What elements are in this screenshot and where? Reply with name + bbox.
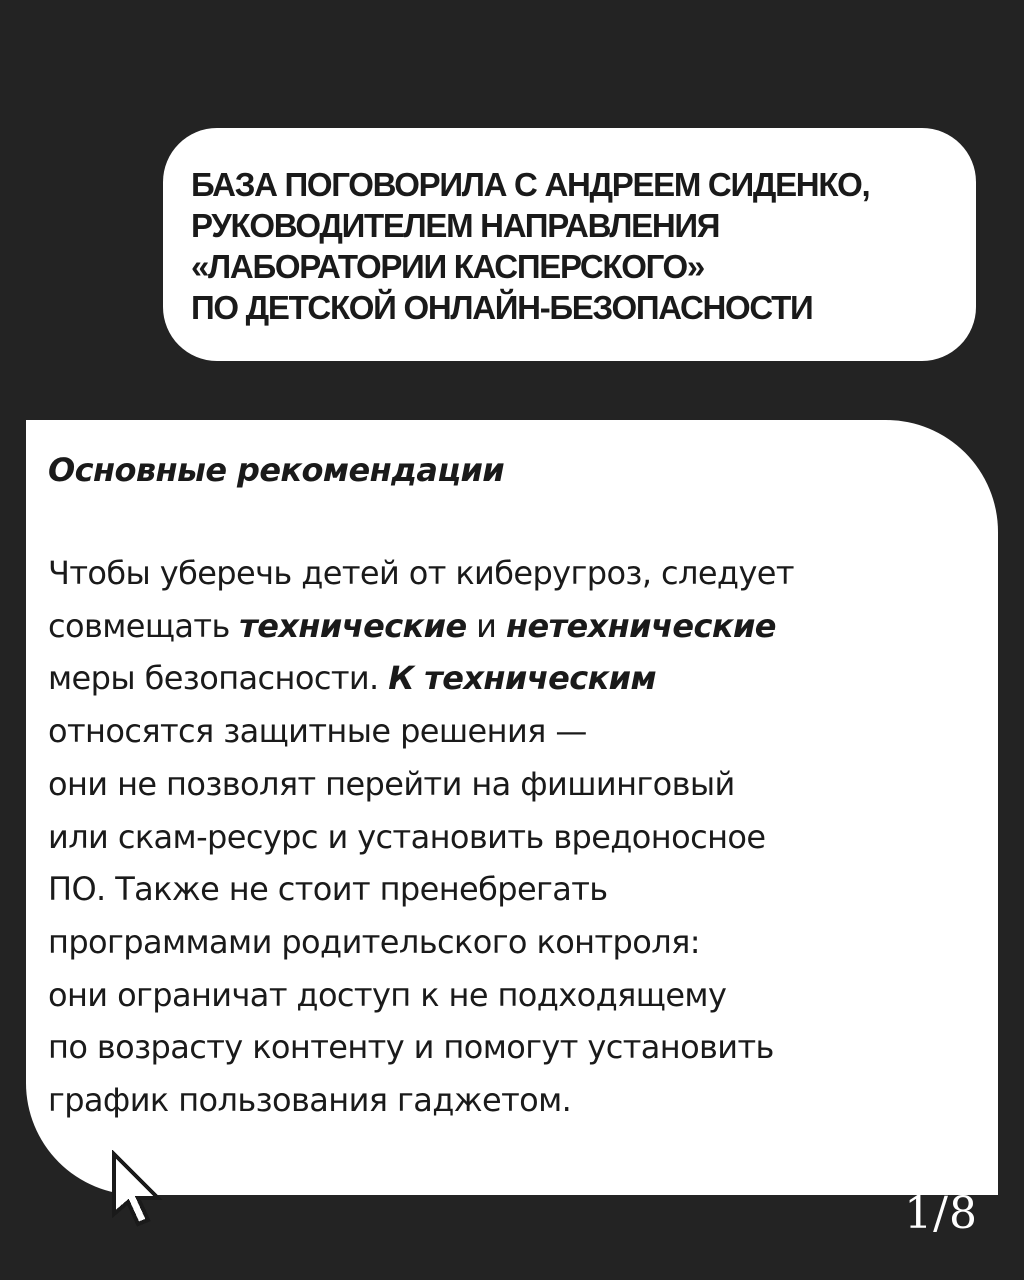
header-bubble — [163, 128, 976, 361]
body-text: ПО. Также не стоит пренебрегать — [48, 870, 608, 909]
header-line: «ЛАБОРАТОРИИ КАСПЕРСКОГО» — [191, 248, 704, 285]
emphasized-text: технические — [239, 606, 467, 645]
body-line — [48, 652, 978, 705]
body-line — [48, 863, 978, 916]
header-line: ПО ДЕТСКОЙ ОНЛАЙН-БЕЗОПАСНОСТИ — [191, 289, 813, 326]
body-line — [48, 1074, 978, 1127]
body-line — [48, 811, 978, 864]
body-text: совмещать — [48, 606, 240, 645]
header-line: БАЗА ПОГОВОРИЛА С АНДРЕЕМ СИДЕНКО, — [191, 166, 870, 203]
body-text: график пользования гаджетом. — [48, 1081, 572, 1120]
body-line — [48, 758, 978, 811]
body-text: они не позволят перейти на фишинговый — [48, 764, 735, 803]
pointer-cursor-icon — [108, 1150, 166, 1230]
body-line — [48, 547, 978, 600]
card-body — [48, 547, 978, 1127]
body-line — [48, 705, 978, 758]
body-text: относятся защитные решения — — [48, 712, 587, 751]
body-line — [48, 600, 978, 653]
body-text: программами родительского контроля: — [48, 922, 700, 961]
page-indicator: 1/8 — [904, 1188, 978, 1239]
recommendations-card — [26, 420, 998, 1195]
emphasized-text: нетехнические — [505, 606, 776, 645]
body-text: и — [466, 606, 506, 645]
body-text: или скам-ресурс и установить вредоносное — [48, 817, 766, 856]
header-line: РУКОВОДИТЕЛЕМ НАПРАВЛЕНИЯ — [191, 207, 720, 244]
emphasized-text: К техническим — [388, 659, 657, 698]
body-text: меры безопасности. — [48, 659, 389, 698]
body-line — [48, 916, 978, 969]
body-line — [48, 1021, 978, 1074]
body-text: они ограничат доступ к не подходящему — [48, 975, 727, 1014]
body-line — [48, 969, 978, 1022]
body-text: Чтобы уберечь детей от киберугроз, следует — [48, 554, 794, 592]
body-text: по возрасту контенту и помогут установить — [48, 1028, 774, 1067]
card-title: Основные рекомендации — [48, 451, 505, 489]
